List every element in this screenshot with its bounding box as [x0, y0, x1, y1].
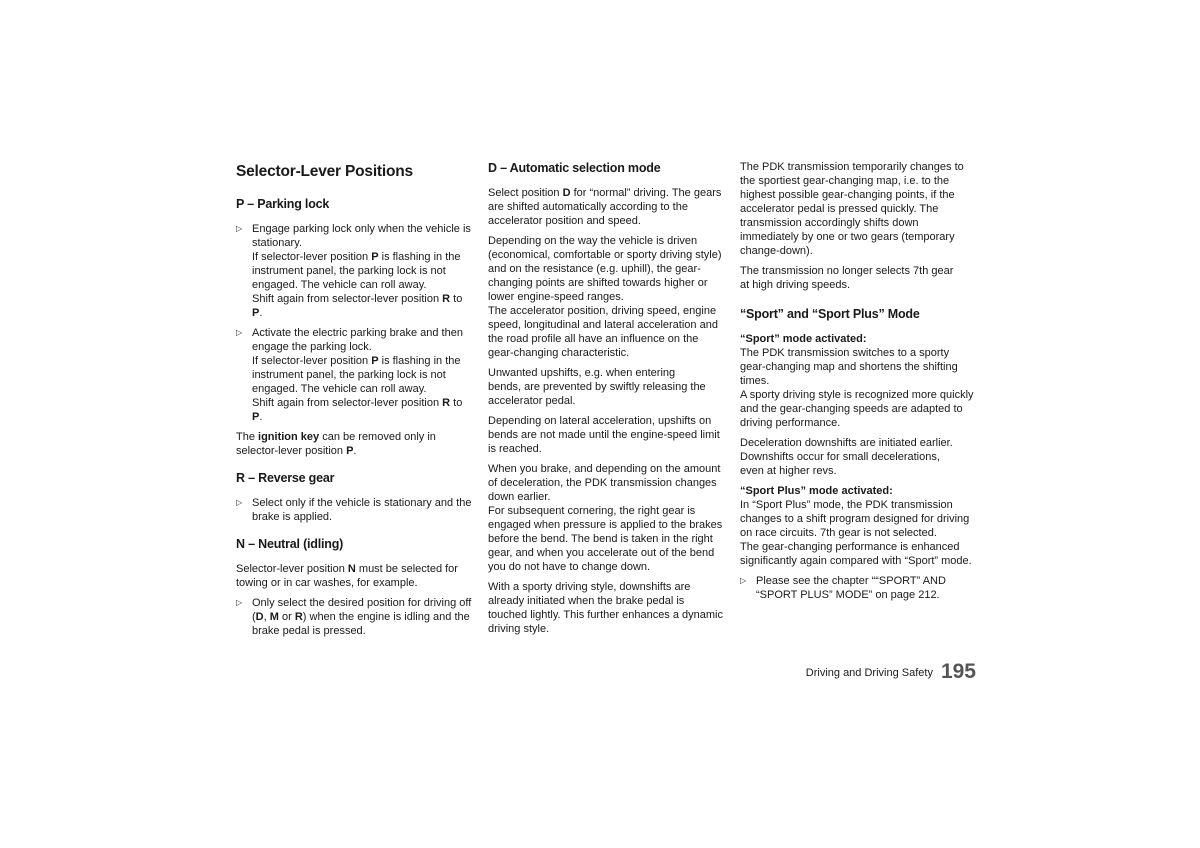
page-footer [740, 660, 976, 684]
neutral-list [236, 596, 472, 638]
paragraph: With a sporty driving style, downshifts are already initiated when the brake pedal is touched lightly. This further enhances a dynamic driving style. [488, 581, 724, 635]
list-item-text: Shift again from selector-lever position R to P. [252, 293, 463, 319]
triangle-bullet-icon: ▷ [236, 328, 243, 337]
neutral-section [236, 536, 472, 638]
footer-section-title: Driving and Driving Safety [805, 667, 933, 679]
page-title: Selector-Lever Positions [236, 163, 413, 180]
cross-reference-link: Please see the chapter ““SPORT” AND “SPORT PLUS” MODE” on page 212. [756, 575, 946, 601]
reverse-gear-list [236, 496, 472, 524]
paragraph: The transmission no longer selects 7th gear at high driving speeds. [740, 265, 954, 291]
triangle-bullet-icon: ▷ [236, 224, 243, 233]
page-number: 195 [940, 660, 976, 683]
parking-lock-list [236, 222, 472, 424]
paragraph: The PDK transmission switches to a sporty gear-changing map and shortens the shifting times. A sporty driving style is recognized more quickly and the gear-changing speeds are adapted to driving performance. [740, 347, 974, 429]
parking-lock-section [236, 196, 472, 458]
triangle-bullet-icon: ▷ [236, 498, 243, 507]
reverse-gear-heading: R – Reverse gear [236, 471, 335, 485]
column-left [236, 160, 472, 650]
paragraph: Deceleration downshifts are initiated earlier. Downshifts occur for small decelerations, even at higher revs. [740, 437, 953, 477]
paragraph: Select position D for “normal” driving. The gears are shifted automatically according to the accelerator position and speed. [488, 187, 722, 227]
neutral-heading: N – Neutral (idling) [236, 537, 344, 551]
reverse-gear-section [236, 470, 472, 524]
paragraph: When you brake, and depending on the amount of deceleration, the PDK transmission changes down earlier. For subsequent cornering, the right gear is engaged when pressure is applied to the brakes before the bend. The bend is taken in the right gear, and when you accelerate out of the bend you do not have to change down. [488, 463, 723, 573]
neutral-paragraph: Selector-lever position N must be selected for towing or in car washes, for example. [236, 563, 458, 589]
sport-mode-subheading: “Sport” mode activated: [740, 333, 867, 345]
sport-mode-list [740, 574, 976, 602]
list-item [236, 222, 472, 320]
column-right [740, 160, 976, 608]
triangle-bullet-icon: ▷ [740, 576, 747, 585]
sport-plus-subheading: “Sport Plus” mode activated: [740, 485, 893, 497]
column-middle [488, 160, 724, 642]
list-item [236, 326, 472, 424]
list-item-text: Engage parking lock only when the vehicle is stationary. [252, 223, 471, 249]
list-item [236, 496, 472, 524]
paragraph: The PDK transmission temporarily changes to the sportiest gear-changing map, i.e. to the highest possible gear-changing points, if the accelerator pedal is pressed quickly. The transmission accordingly shifts down immediately by one or two gears (temporary change-down). [740, 161, 964, 257]
ignition-key-note: The ignition key can be removed only in selector-lever position P. [236, 431, 436, 457]
list-item-text: Select only if the vehicle is stationary and the brake is applied. [252, 497, 472, 523]
list-item [236, 596, 472, 638]
paragraph: Depending on the way the vehicle is driven (economical, comfortable or sporty driving style) and on the resistance (e.g. uphill), the gear-changing points are shifted towards higher or lower engine-speed ranges. The accelerator position, driving speed, engine speed, longitudinal and lateral acceleration and the road profile all have an influence on the gear-changing characteristic. [488, 235, 722, 359]
list-item-text: Shift again from selector-lever position R to P. [252, 397, 463, 423]
paragraph: Unwanted upshifts, e.g. when entering bends, are prevented by swiftly releasing the accelerator pedal. [488, 367, 706, 407]
sport-mode-heading: “Sport” and “Sport Plus” Mode [740, 307, 920, 321]
paragraph: Depending on lateral acceleration, upshifts on bends are not made until the engine-speed limit is reached. [488, 415, 720, 455]
list-item-text: If selector-lever position P is flashing in the instrument panel, the parking lock is not engaged. The vehicle can roll away. [252, 355, 461, 395]
list-item [740, 574, 976, 602]
parking-lock-heading: P – Parking lock [236, 197, 330, 211]
paragraph: In “Sport Plus” mode, the PDK transmission changes to a shift program designed for driving on race circuits. 7th gear is not selected. The gear-changing performance is enhanced significantly again compared with “Sport” mode. [740, 499, 972, 567]
list-item-text: Activate the electric parking brake and then engage the parking lock. [252, 327, 463, 353]
triangle-bullet-icon: ▷ [236, 598, 243, 607]
list-item-text: Only select the desired position for driving off (D, M or R) when the engine is idling and the brake pedal is pressed. [252, 597, 472, 637]
list-item-text: If selector-lever position P is flashing in the instrument panel, the parking lock is not engaged. The vehicle can roll away. [252, 251, 461, 291]
automatic-mode-heading: D – Automatic selection mode [488, 161, 661, 175]
